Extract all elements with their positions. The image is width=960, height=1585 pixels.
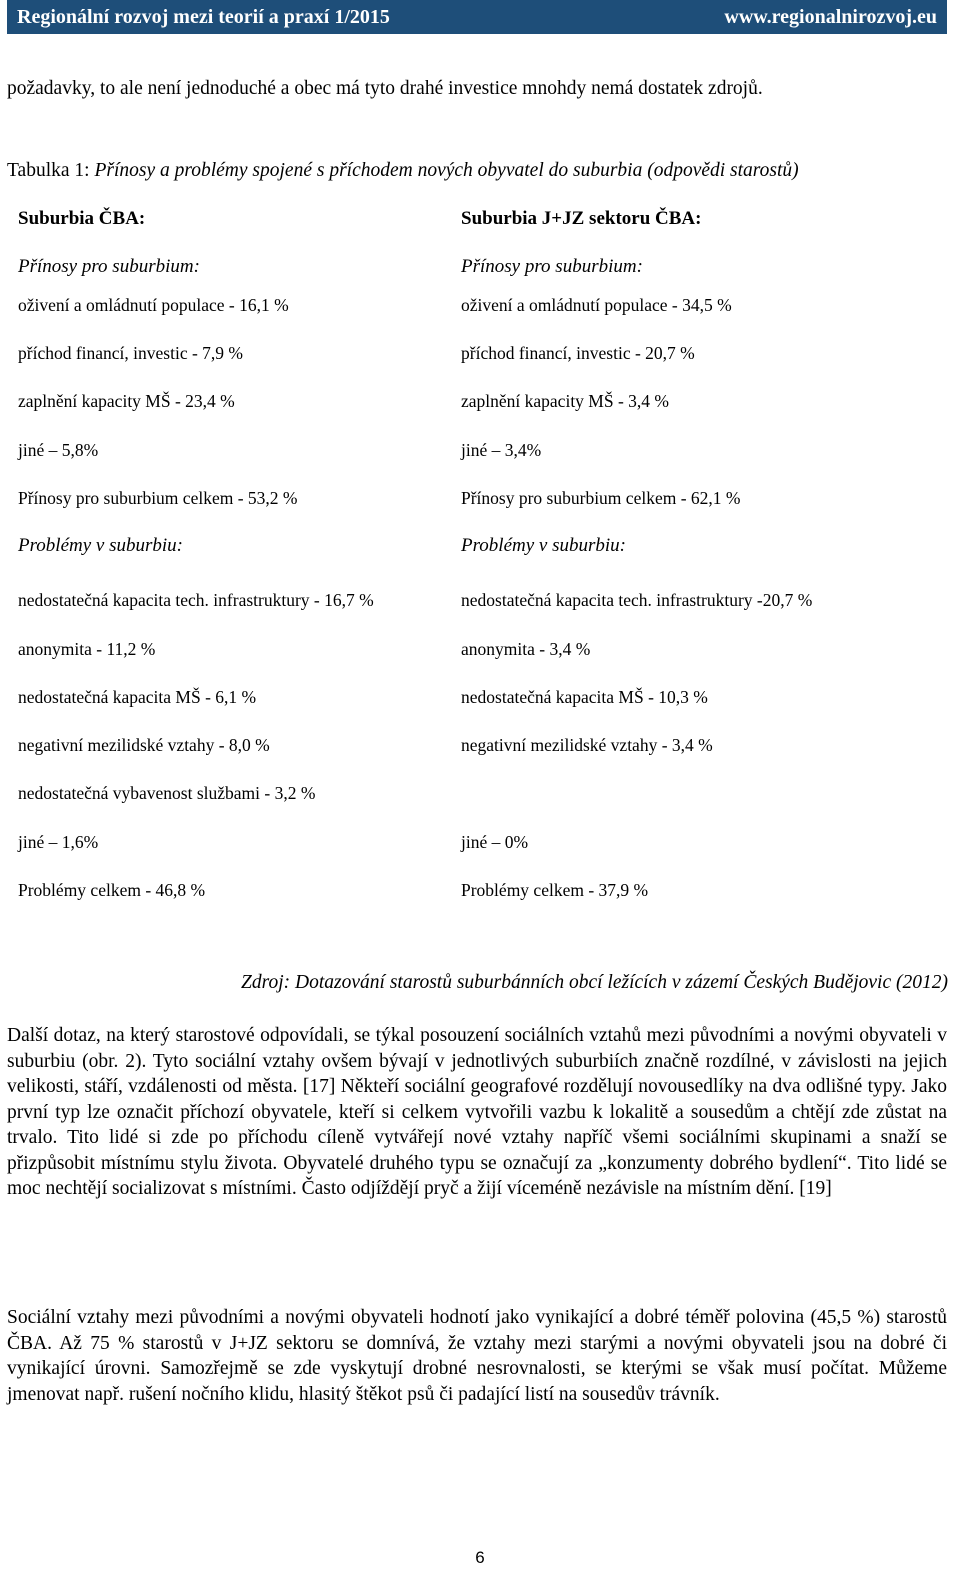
table-row (18, 832, 938, 858)
cell-left: anonymita - 11,2 % (18, 639, 156, 659)
table-row (18, 590, 938, 616)
cell-right: příchod financí, investic - 20,7 % (461, 343, 695, 363)
cell-right: zaplnění kapacity MŠ - 3,4 % (461, 391, 670, 411)
cell-left: příchod financí, investic - 7,9 % (18, 343, 244, 363)
cell-left: Suburbia ČBA: (18, 208, 146, 229)
cell-right: jiné – 0% (461, 832, 529, 852)
table-row (18, 208, 938, 234)
cell-left: nedostatečná vybavenost službami - 3,2 % (18, 783, 316, 803)
cell-left: Přínosy pro suburbium: (18, 256, 200, 277)
cell-left: jiné – 5,8% (18, 440, 99, 460)
table-row (18, 391, 938, 417)
body-paragraph: Sociální vztahy mezi původními a novými obyvateli hodnotí jako vynikající a dobré téměř polovina (45,5 %) starostů ČBA. Až 75 % starostů v J+JZ sektoru se domnívá, že vztahy mezi starými a novými obyvateli jsou na dobré či vynikající úrovni. Samozřejmě se zde vyskytují drobné nesrovnalosti, se kterými se však musí počítat. Můžeme jmenovat např. rušení nočního klidu, hlasitý štěkot psů či padající listí na sousedův trávník. (7, 1307, 947, 1405)
journal-header (7, 0, 947, 34)
cell-right: Přínosy pro suburbium: (461, 256, 643, 277)
cell-right: nedostatečná kapacita tech. infrastruktury -20,7 % (461, 590, 813, 610)
cell-left: jiné – 1,6% (18, 832, 99, 852)
table-row (18, 687, 938, 713)
cell-left: Problémy v suburbiu: (18, 535, 183, 556)
cell-left: Problémy celkem - 46,8 % (18, 880, 206, 900)
cell-left: nedostatečná kapacita MŠ - 6,1 % (18, 687, 257, 707)
table-caption-label: Tabulka 1: (7, 160, 90, 181)
table-caption (7, 160, 952, 182)
cell-left: negativní mezilidské vztahy - 8,0 % (18, 735, 270, 755)
body-paragraph: Další dotaz, na který starostové odpovídali, se týkal posouzení sociálních vztahů mezi původními a novými obyvateli v suburbiu (obr. 2). Tyto sociální vztahy ovšem bývají v jednotlivých suburbiích značně rozdílné, v závislosti na jejich velikosti, stáří, vzdálenosti od města. [17] Někteří sociální geografové rozdělují novousedlíky na dva odlišné typy. Jako první typ lze označit příchozí obyvatele, kteří si celkem vytvořili vazbu k lokalitě a sousedům a chtějí zde zůstat na trvalo. Tito lidé si zde po příchodu cíleně vytvářejí nové vztahy napříč všemi sociálními skupinami a snaží se přizpůsobit místnímu stylu života. Obyvatelé druhého typu se označují za „konzumenty dobrého bydlení“. Tito lidé se moc nechtějí socializovat s místními. Často odjíždějí pryč a žijí víceméně nezávisle na místním dění. [19] (7, 1025, 947, 1199)
table-row (18, 256, 938, 282)
cell-right: negativní mezilidské vztahy - 3,4 % (461, 735, 713, 755)
cell-left: oživení a omládnutí populace - 16,1 % (18, 295, 289, 315)
page-number: 6 (475, 1548, 485, 1567)
cell-right: oživení a omládnutí populace - 34,5 % (461, 295, 732, 315)
cell-left: nedostatečná kapacita tech. infrastruktury - 16,7 % (18, 590, 374, 610)
table-row (18, 783, 938, 809)
cell-right: anonymita - 3,4 % (461, 639, 591, 659)
table-row (18, 488, 938, 514)
journal-website[interactable]: www.regionalnirozvoj.eu (724, 5, 937, 28)
table-caption-text: Přínosy a problémy spojené s příchodem nových obyvatel do suburbia (odpovědi starostů) (94, 160, 799, 181)
table-source: Zdroj: Dotazování starostů suburbánních obcí ležících v zázemí Českých Budějovic (2012) (241, 972, 948, 993)
cell-left: Přínosy pro suburbium celkem - 53,2 % (18, 488, 298, 508)
cell-left: zaplnění kapacity MŠ - 23,4 % (18, 391, 235, 411)
cell-right: nedostatečná kapacita MŠ - 10,3 % (461, 687, 708, 707)
cell-right: jiné – 3,4% (461, 440, 542, 460)
table-row (18, 440, 938, 466)
table-row (18, 639, 938, 665)
cell-right: Přínosy pro suburbium celkem - 62,1 % (461, 488, 741, 508)
table-row (18, 295, 938, 321)
intro-paragraph: požadavky, to ale není jednoduché a obec má tyto drahé investice mnohdy nemá dostatek zdrojů. (7, 78, 763, 99)
table-row (18, 343, 938, 369)
cell-right: Suburbia J+JZ sektoru ČBA: (461, 208, 702, 229)
table-row (18, 880, 938, 906)
cell-right: Problémy v suburbiu: (461, 535, 626, 556)
table-row (18, 735, 938, 761)
cell-right: Problémy celkem - 37,9 % (461, 880, 649, 900)
table-row (18, 535, 938, 561)
journal-title: Regionální rozvoj mezi teorií a praxí 1/2015 (17, 5, 390, 28)
